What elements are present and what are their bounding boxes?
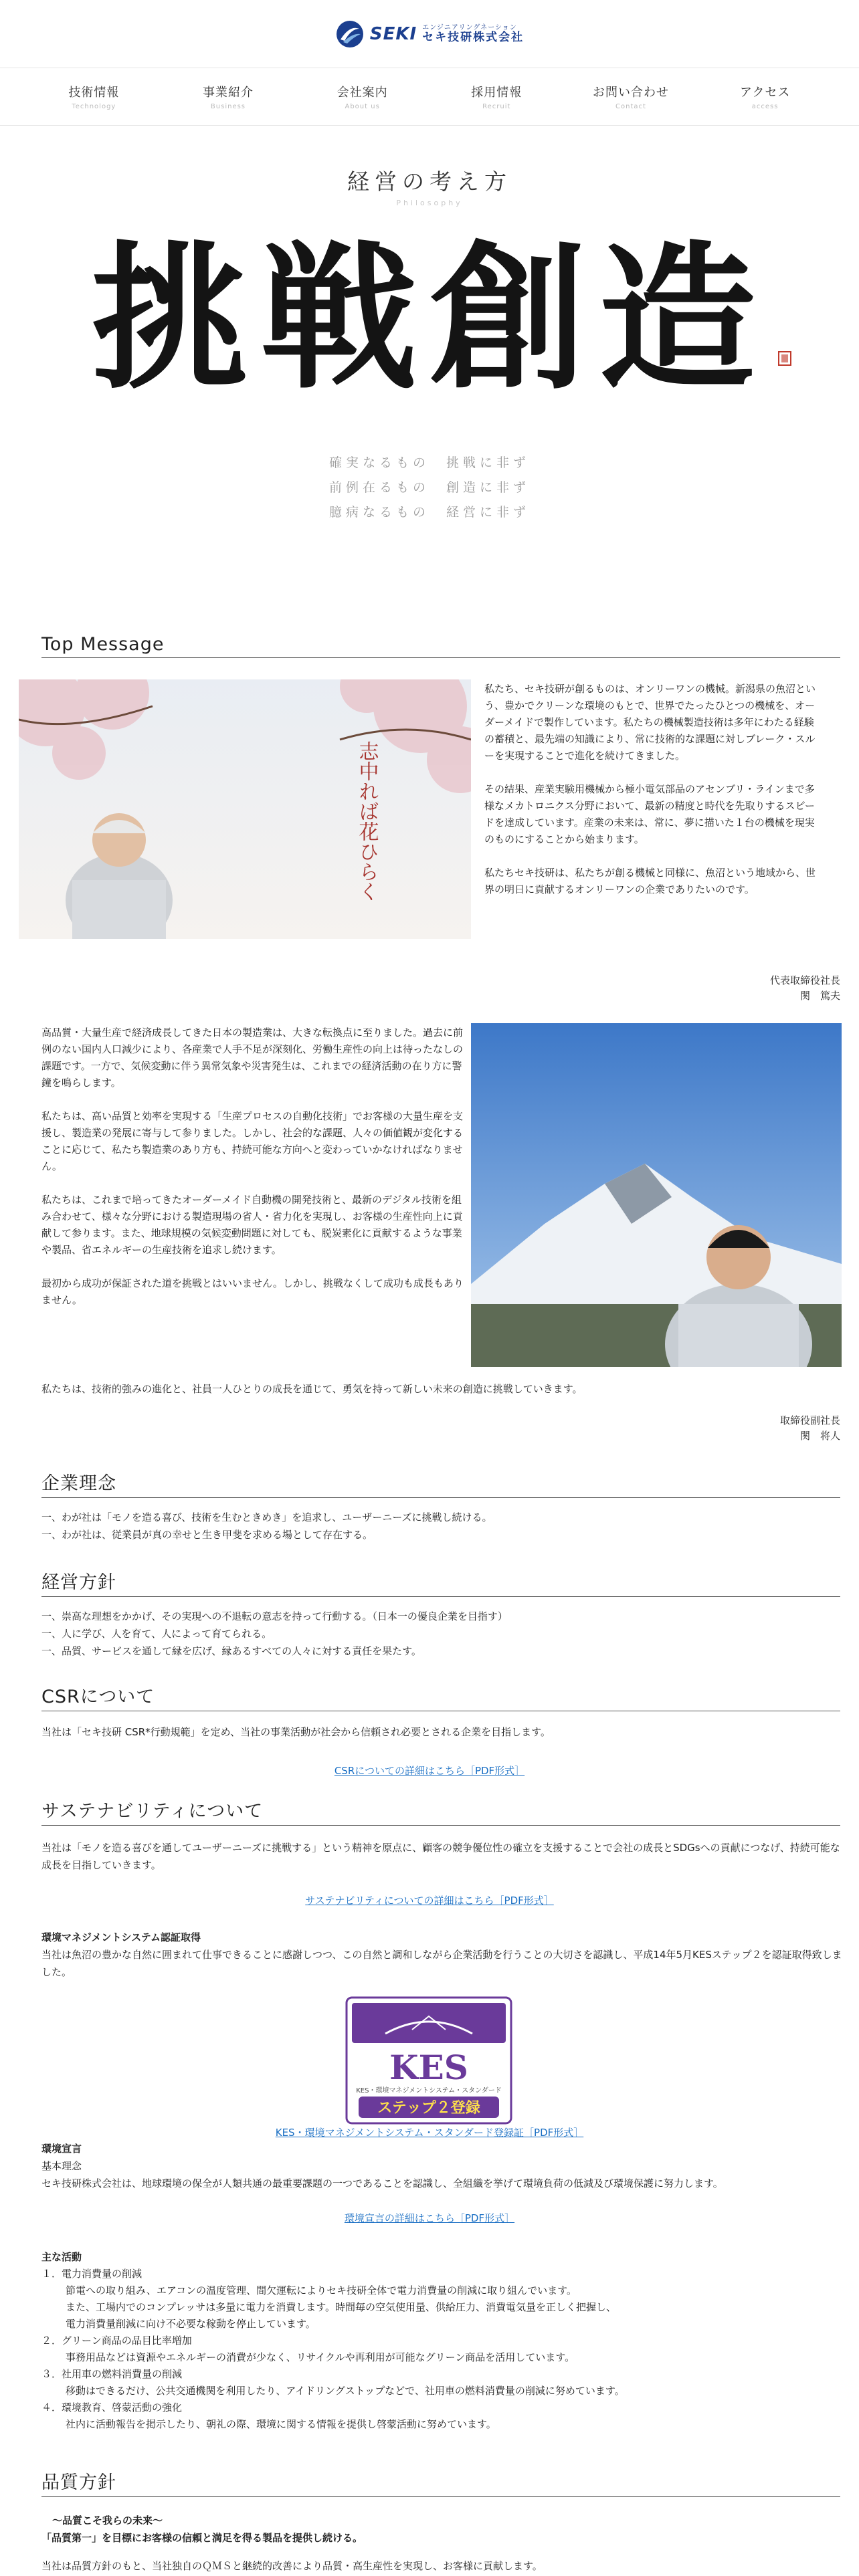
corporate-philosophy-heading <box>41 1469 840 1498</box>
main-nav <box>0 68 859 126</box>
section-title: Top Message <box>41 634 165 655</box>
corporate-philosophy-text <box>41 1509 844 1543</box>
env-cert-heading: 環境マネジメントシステム認証取得 <box>41 1931 201 1943</box>
poem-line: 確実なるもの 挑戦に非ず <box>328 455 530 470</box>
nav-label: 事業紹介 <box>202 86 254 100</box>
env-declaration-block <box>41 2140 844 2192</box>
nav-label: 技術情報 <box>68 86 120 100</box>
signature-title: 代表取締役社長 <box>769 974 840 986</box>
env-declaration-heading: 環境宣言 <box>41 2143 82 2155</box>
basic-philosophy-text: セキ技研株式会社は、地球環境の保全が人類共通の最重要課題の一つであることを認識し、全組織を挙げて環境負荷の低減及び環境保護に努力します。 <box>41 2177 723 2189</box>
section-title: サステナビリティについて <box>41 1801 264 1822</box>
nav-sublabel: About us <box>345 103 380 110</box>
policy-line: 一、崇高な理想をかかげ、その実現への不退転の意志を持って行動する。（日本一の優良企業を目指す） <box>41 1610 508 1622</box>
kes-step-text: ステップ２登録 <box>377 2100 480 2117</box>
activity-detail: 社内に活動報告を掲示したり、朝礼の際、環境に関する情報を提供し啓蒙活動に努めています。 <box>66 2418 496 2430</box>
company-logo[interactable] <box>335 19 524 49</box>
main-activities <box>41 2249 844 2433</box>
nav-item-business[interactable] <box>171 83 285 110</box>
nav-label: 採用情報 <box>471 86 522 100</box>
calligraphy-image <box>0 213 859 413</box>
nav-sublabel: Contact <box>615 103 646 110</box>
logo-company-name: セキ技研株式会社 <box>422 30 524 44</box>
nav-sublabel: Business <box>210 103 246 110</box>
csr-link-row <box>0 1763 859 1778</box>
signature-president <box>770 973 840 1004</box>
philosophy-line: 一、わが社は「モノを造る喜び、技術を生むときめき」を追求し、ユーザーニーズに挑戦し続ける。 <box>41 1511 492 1523</box>
sustainability-link-row <box>0 1893 859 1907</box>
philosophy-title-block <box>0 165 859 207</box>
nav-label: 会社案内 <box>337 86 388 100</box>
activities-heading: 主な活動 <box>41 2251 82 2263</box>
section-title: 経営方針 <box>41 1572 116 1593</box>
management-policy-text <box>41 1608 844 1660</box>
poem-line: 臆病なるもの 経営に非ず <box>328 505 530 520</box>
nav-item-technology[interactable] <box>37 83 151 110</box>
quality-policy-heading <box>41 2468 840 2497</box>
message-paragraph: 私たち、セキ技研が創るものは、オンリーワンの機械。新潟県の魚沼という、豊かでクリーンな環境のもとで、世界でたったひとつの機械を、オーダーメイドで製作しています。私たちの機械製造技術は多年にわたる経験の蓄積と、最先端の知識により、常に技術的な課題に対しブレーク・スルーを実現することで進化を続けてきました。 <box>484 683 816 762</box>
philosophy-line: 一、わが社は、従業員が真の幸せと生き甲斐を求める場として存在する。 <box>41 1529 373 1541</box>
logo-mark-icon <box>335 19 365 49</box>
message-paragraph: 私たちセキ技研は、私たちが創る機械と同様に、魚沼という地域から、世界の明日に貢献するオンリーワンの企業でありたいのです。 <box>484 867 816 895</box>
activity-detail: 電力消費量削減に向け不必要な稼動を停止しています。 <box>66 2318 316 2330</box>
csr-heading <box>41 1682 840 1711</box>
policy-line: 一、品質、サービスを通して縁を広げ、縁あるすべての人々に対する責任を果たす。 <box>41 1645 421 1657</box>
activity-title: ２．グリーン商品の品目比率増加 <box>41 2335 192 2347</box>
basic-philosophy-label: 基本理念 <box>41 2160 82 2172</box>
top-message-heading <box>41 634 840 658</box>
section-title: 企業理念 <box>41 1473 116 1494</box>
poem-line: 前例在るもの 創造に非ず <box>328 480 530 495</box>
management-policy-heading <box>41 1568 840 1597</box>
section-title: 品質方針 <box>41 2472 116 2493</box>
nav-label: アクセス <box>739 86 791 100</box>
top-message-text-2 <box>41 1025 467 1325</box>
logo-seki-text: SEKI <box>369 23 417 44</box>
section-title: CSRについて <box>41 1687 155 1707</box>
nav-sublabel: Recruit <box>482 103 511 110</box>
calligraphy-text: 挑戦創造 <box>91 226 768 411</box>
nav-item-about[interactable] <box>306 83 419 110</box>
signature-title: 取締役副社長 <box>779 1414 840 1426</box>
kes-pdf-link[interactable]: KES・環境マネジメントシステム・スタンダード登録証［PDF形式］ <box>275 2127 584 2139</box>
activity-title: ４．環境教育、啓蒙活動の強化 <box>41 2401 183 2413</box>
kes-logo-text: KES <box>389 2048 468 2087</box>
vice-president-photo <box>471 1023 842 1367</box>
sustainability-heading <box>41 1796 840 1826</box>
quality-policy-text <box>41 2512 844 2575</box>
activity-detail: 節電への取り組み、エアコンの温度管理、間欠運転によりセキ技研全体で電力消費量の削減に取り組んでいます。 <box>66 2284 577 2296</box>
policy-line: 一、人に学び、人を育て、人によって育てられる。 <box>41 1628 272 1640</box>
nav-item-access[interactable] <box>708 83 822 110</box>
message-paragraph: 私たちは、高い品質と効率を実現する「生産プロセスの自動化技術」でお客様の大量生産を支援し、製造業の発展に寄与して参りました。しかし、社会的な課題、人々の価値観が変化することに応じて、私たち製造業のあり方も、持続可能な方向へと変わっていかなければなりません。 <box>41 1110 464 1172</box>
message-paragraph: 最初から成功が保証された道を挑戦とはいいません。しかし、挑戦なくして成功も成長もありません。 <box>41 1277 464 1306</box>
logo-subtitle: エンジニアリングネーション <box>422 23 517 31</box>
activity-detail: また、工場内でのコンプレッサは多量に電力を消費します。時間毎の空気使用量、供給圧力、消費電気量を正しく把握し、 <box>66 2301 617 2313</box>
activity-detail: 移動はできるだけ、公共交通機関を利用したり、アイドリングストップなどで、社用車の燃料消費量の削減に努めています。 <box>66 2385 625 2397</box>
activity-detail: 事務用品などは資源やエネルギーの消費が少なく、リサイクルや再利用が可能なグリーン商品を活用しています。 <box>66 2351 575 2363</box>
philosophy-poem <box>0 451 859 525</box>
csr-text: 当社は「セキ技研 CSR*行動規範」を定め、当社の事業活動が社会から信頼され必要とされる企業を目指します。 <box>41 1726 551 1738</box>
kes-standard-text: KES・環境マネジメントシステム・スタンダード <box>356 2087 502 2095</box>
message-paragraph-last: 私たちは、技術的強みの進化と、社員一人ひとりの成長を通じて、勇気を持って新しい未来の創造に挑戦していきます。 <box>41 1383 583 1395</box>
csr-pdf-link[interactable]: CSRについての詳細はこちら［PDF形式］ <box>334 1765 525 1777</box>
signature-name: 関 将人 <box>799 1430 840 1442</box>
sustainability-text: 当社は「モノを造る喜びを通してユーザーニーズに挑戦する」という精神を原点に、顧客の競争優位性の確立を支援することで会社の成長とSDGsへの貢献につなげ、持続可能な成長を目指していきます。 <box>41 1842 840 1871</box>
env-cert-text: 当社は魚沼の豊かな自然に囲まれて仕事できることに感謝しつつ、この自然と調和しながら企業活動を行うことの大切さを認識し、平成14年5月KESステップ２を認証取得致しました。 <box>41 1949 842 1978</box>
quality-motto: ～品質こそ我らの未来～ <box>52 2514 163 2527</box>
signature-name: 関 篤夫 <box>799 990 840 1002</box>
activity-title: ３．社用車の燃料消費量の削減 <box>41 2368 183 2380</box>
site-header <box>0 0 859 68</box>
env-cert-block <box>41 1929 844 1981</box>
quality-description: 当社は品質方針のもと、当社独自のＱＭＳと継続的改善により品質・高生産性を実現し、お客様に貢献します。 <box>41 2560 543 2572</box>
page-title: 経営の考え方 <box>347 169 512 195</box>
nav-item-recruit[interactable] <box>440 83 553 110</box>
page-subtitle: Philosophy <box>396 199 463 207</box>
president-photo <box>19 679 471 939</box>
quality-goal: 「品質第一」を目標にお客様の信頼と満足を得る製品を提供し続ける。 <box>41 2532 363 2544</box>
env-declaration-pdf-link[interactable]: 環境宣言の詳細はこちら［PDF形式］ <box>344 2212 515 2224</box>
nav-sublabel: Technology <box>72 103 116 110</box>
nav-item-contact[interactable] <box>574 83 688 110</box>
nav-sublabel: access <box>751 103 779 110</box>
message-paragraph: 私たちは、これまで培ってきたオーダーメイド自動機の開発技術と、最新のデジタル技術を組み合わせて、様々な分野における製造現場の省人・省力化を実現し、お客様の生産性向上に貢献して参ります。また、地球規模の気候変動問題に対しても、脱炭素化に貢献するような事業や製品、省エネルギーの生産技術を追求し続けます。 <box>41 1194 463 1256</box>
signature-vice-president <box>780 1413 840 1444</box>
sustainability-pdf-link[interactable]: サステナビリティについての詳細はこちら［PDF形式］ <box>305 1895 554 1907</box>
message-paragraph: その結果、産業実験用機械から極小電気部品のアセンブリ・ラインまで多様なメカトロニクス分野において、最新の精度と時代を先取りするスピードを達成しています。産業の未来は、常に、夢に描いた１台の機械を現実のものにすることから始まります。 <box>484 783 815 845</box>
kes-link-row <box>0 2125 859 2139</box>
calligraphy-caption: 志中れば花ひらく <box>355 741 379 901</box>
message-paragraph: 高品質・大量生産で経済成長してきた日本の製造業は、大きな転換点に至りました。過去に前例のない国内人口減少により、各産業で人手不足が深刻化、労働生産性の向上は待ったなしの課題です。一方で、気候変動に伴う異常気象や災害発生は、これまでの経済活動の在り方に警鐘を鳴らします。 <box>41 1027 464 1089</box>
kes-certificate-badge[interactable] <box>345 1996 512 2125</box>
top-message-text-1 <box>484 681 816 915</box>
env-declaration-link-row <box>0 2211 859 2225</box>
activity-title: １．電力消費量の削減 <box>41 2268 142 2280</box>
nav-label: お問い合わせ <box>592 86 669 100</box>
